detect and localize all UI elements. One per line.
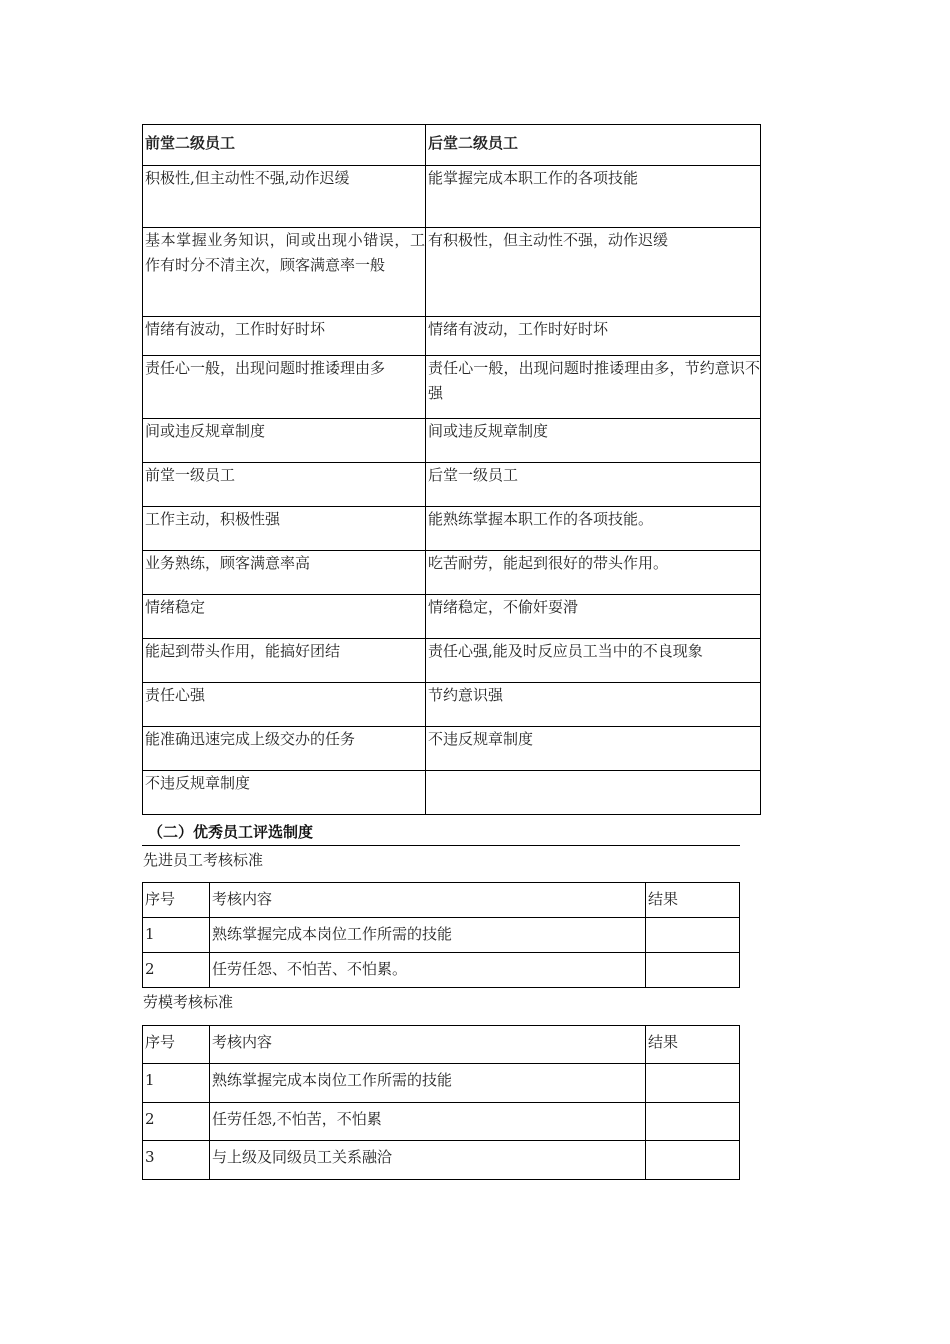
table-cell [646,1103,740,1141]
table-cell: 3 [143,1141,210,1180]
table-cell: 1 [143,918,210,953]
table-cell: 积极性,但主动性不强,动作迟缓 [143,166,426,228]
table-cell: 责任心一般，出现问题时推诿理由多，节约意识不强 [426,356,761,419]
table-row [143,1103,740,1141]
header-result: 结果 [646,1026,740,1064]
table-row [143,1064,740,1103]
table-cell: 间或违反规章制度 [426,419,761,463]
table-cell: 任劳任怨,不怕苦，不怕累 [210,1103,646,1141]
advanced-criteria-table [142,882,740,988]
header-result: 结果 [646,883,740,918]
table-cell: 间或违反规章制度 [143,419,426,463]
table-cell: 吃苦耐劳，能起到很好的带头作用。 [426,551,761,595]
table-cell: 前堂一级员工 [143,463,426,507]
table-cell: 能准确迅速完成上级交办的任务 [143,727,426,771]
table-cell [646,953,740,988]
header-back-level2: 后堂二级员工 [426,125,761,166]
table-cell: 2 [143,953,210,988]
table-header-row [143,883,740,918]
table-cell: 责任心一般，出现问题时推诿理由多 [143,356,426,419]
header-content: 考核内容 [210,883,646,918]
table-row [143,228,761,317]
table-row [143,683,761,727]
table-cell: 2 [143,1103,210,1141]
table-cell: 能熟练掌握本职工作的各项技能。 [426,507,761,551]
table-row [143,953,740,988]
table-row [143,918,740,953]
table-cell: 不违反规章制度 [143,771,426,815]
table-cell: 熟练掌握完成本岗位工作所需的技能 [210,1064,646,1103]
table-cell: 工作主动，积极性强 [143,507,426,551]
header-seq: 序号 [143,1026,210,1064]
header-seq: 序号 [143,883,210,918]
table-cell: 1 [143,1064,210,1103]
header-front-level2: 前堂二级员工 [143,125,426,166]
table-cell: 任劳任怨、不怕苦、不怕累。 [210,953,646,988]
table-cell [646,918,740,953]
table-cell: 业务熟练，顾客满意率高 [143,551,426,595]
model-worker-criteria-table [142,1025,740,1180]
table-cell: 有积极性，但主动性不强，动作迟缓 [426,228,761,317]
table-cell: 与上级及同级员工关系融洽 [210,1141,646,1180]
model-worker-criteria-caption: 劳模考核标准 [143,993,234,1011]
table-row [143,463,761,507]
table-row [143,639,761,683]
table-cell: 情绪有波动，工作时好时坏 [426,317,761,356]
section-divider [142,845,740,846]
section-title: （二）优秀员工评选制度 [148,823,314,841]
table-cell: 能掌握完成本职工作的各项技能 [426,166,761,228]
table-row [143,727,761,771]
table-row [143,419,761,463]
table-cell [426,771,761,815]
table-cell: 熟练掌握完成本岗位工作所需的技能 [210,918,646,953]
table-cell: 后堂一级员工 [426,463,761,507]
table-cell: 不违反规章制度 [426,727,761,771]
advanced-criteria-caption: 先进员工考核标准 [143,851,264,869]
table-row [143,1141,740,1180]
table-cell: 情绪稳定，不偷奸耍滑 [426,595,761,639]
table-cell: 基本掌握业务知识，间或出现小错误，工作有时分不清主次，顾客满意率一般 [143,228,426,317]
table-header-row [143,125,761,166]
table-cell: 责任心强 [143,683,426,727]
table-header-row [143,1026,740,1064]
table-row [143,595,761,639]
table-cell [646,1064,740,1103]
table-row [143,771,761,815]
table-cell: 责任心强,能及时反应员工当中的不良现象 [426,639,761,683]
table-row [143,317,761,356]
table-row [143,507,761,551]
table-cell: 情绪稳定 [143,595,426,639]
employee-grade-table [142,124,761,815]
table-row [143,166,761,228]
header-content: 考核内容 [210,1026,646,1064]
table-row [143,356,761,419]
table-row [143,551,761,595]
table-cell: 能起到带头作用，能搞好团结 [143,639,426,683]
table-cell: 节约意识强 [426,683,761,727]
table-cell [646,1141,740,1180]
table-cell: 情绪有波动，工作时好时坏 [143,317,426,356]
